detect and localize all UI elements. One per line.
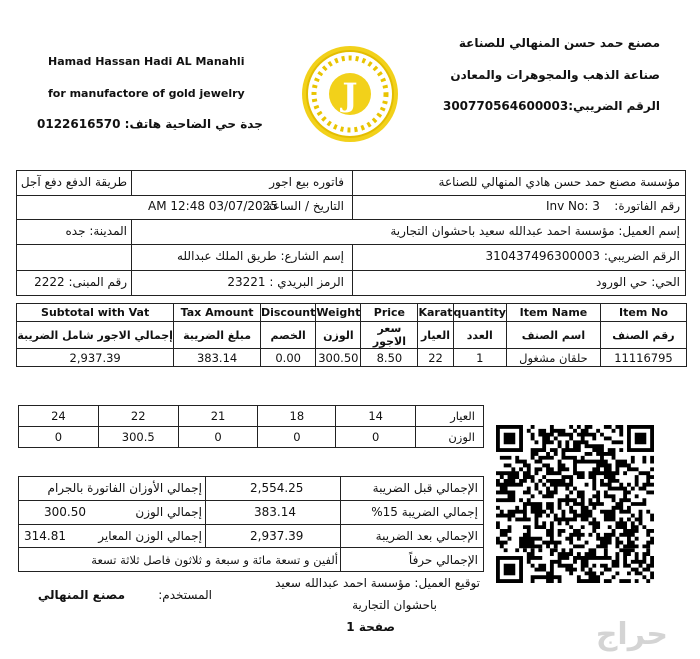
street: إسم الشارع: طريق الملك عبدالله — [177, 249, 344, 263]
invoice-no-label: رقم الفاتورة: — [614, 199, 680, 213]
page-number: صفحة 1 — [346, 620, 395, 634]
karat-weight-table — [18, 405, 484, 448]
weight-22: 300.5 — [98, 427, 178, 448]
client-signature: توقيع العميل: مؤسسة احمد عبدالله سعيد — [275, 576, 480, 590]
before-tax-value: 2,554.25 — [250, 481, 304, 495]
header-item-name-ar: اسم الصنف — [506, 322, 600, 349]
header-weight: Weight — [316, 304, 361, 322]
header-quantity-ar: العدد — [453, 322, 506, 349]
seller-name: مؤسسة مصنع حمد حسن هادي المنهالي للصناعة — [438, 175, 680, 189]
karat-label: العيار — [416, 406, 484, 427]
cell-price: 8.50 — [361, 349, 418, 367]
invoice-type: فاتوره بيع اجور — [269, 175, 344, 189]
total-words-value: ألفين و تسعة مائة و سبعة و ثلاثون فاصل ثلاثة تسعة — [91, 553, 338, 567]
cell-tax-amount: 383.14 — [174, 349, 261, 367]
company-name-en: Hamad Hassan Hadi AL Manahli — [48, 55, 245, 68]
header-tax-amount-ar: مبلغ الضريبة — [174, 322, 261, 349]
weight-label: الوزن — [416, 427, 484, 448]
company-logo — [300, 44, 400, 144]
client-tax-number: الرقم الضريبي: 310437496300003 — [485, 249, 680, 263]
items-table — [16, 303, 687, 367]
weight-18: 0 — [258, 427, 336, 448]
header-item-no: Item No — [600, 304, 686, 322]
weight-14: 0 — [336, 427, 416, 448]
header-subtotal-ar: إجمالي الاجور شامل الضريبة — [17, 322, 174, 349]
std-weight-label: إجمالي الوزن المعاير — [98, 529, 202, 543]
tax-value: 383.14 — [254, 505, 296, 519]
payment-method: طريقة الدفع دفع آجل — [20, 175, 127, 189]
cell-item-name: حلقان مشغول — [506, 349, 600, 367]
cell-karat: 22 — [418, 349, 453, 367]
before-tax-label: الإجمالي قبل الضريبة — [372, 481, 478, 495]
qr-code — [496, 425, 654, 583]
header-karat: Karat — [418, 304, 453, 322]
date-label: التاريخ / الساعة: — [262, 199, 344, 213]
cell-discount: 0.00 — [260, 349, 315, 367]
client-name: إسم العميل: مؤسسة احمد عبدالله سعيد باحشوان التجارية — [390, 224, 680, 238]
weight-24: 0 — [19, 427, 99, 448]
district: الحي: حي الورود — [596, 275, 680, 289]
weight-total-label: إجمالي الوزن — [135, 505, 202, 519]
logo-letter: J — [342, 76, 358, 114]
company-name-ar: مصنع حمد حسن المنهالي للصناعة — [458, 36, 660, 50]
karat-18: 18 — [258, 406, 336, 427]
karat-24: 24 — [19, 406, 99, 427]
total-words-label: الإجمالي حرفاً — [408, 553, 478, 567]
header-price: Price — [361, 304, 418, 322]
company-desc-en: for manufactore of gold jewelry — [48, 87, 245, 100]
weight-total-value: 300.50 — [44, 505, 86, 519]
postal-code: الرمز البريدي : 23221 — [227, 275, 344, 289]
company-phone: جدة حي الضاحية هاتف: 0122616570 — [37, 117, 263, 131]
client-signature-line2: باحشوان التجارية — [352, 598, 437, 612]
user-label: المستخدم: — [158, 588, 212, 602]
after-tax-value: 2,937.39 — [250, 529, 304, 543]
std-weight-value: 314.81 — [24, 529, 66, 543]
invoice-no-value: Inv No: 3 — [546, 199, 600, 213]
tax-label: إجمالي الضريبة 15% — [371, 505, 478, 519]
header-discount-ar: الخصم — [260, 322, 315, 349]
karat-14: 14 — [336, 406, 416, 427]
date-value: AM 12:48 03/07/2025 — [148, 199, 278, 213]
header-item-no-ar: رقم الصنف — [600, 322, 686, 349]
cell-weight: 300.50 — [316, 349, 361, 367]
karat-22: 22 — [98, 406, 178, 427]
header-discount: Discount — [260, 304, 315, 322]
user-value: مصنع المنهالي — [37, 588, 125, 602]
weights-total-label: إجمالي الأوزان الفاتورة بالجرام — [47, 481, 202, 495]
company-tax-number: الرقم الضريبي:300770564600003 — [442, 99, 660, 113]
haraj-watermark: حراج — [595, 617, 668, 652]
after-tax-label: الإجمالي بعد الضريبة — [375, 529, 478, 543]
city: المدينة: جده — [65, 224, 127, 238]
cell-subtotal: 2,937.39 — [17, 349, 174, 367]
weight-21: 0 — [178, 427, 258, 448]
table-row — [17, 349, 687, 367]
header-price-ar: سعر الاجور — [361, 322, 418, 349]
header-tax-amount: Tax Amount — [174, 304, 261, 322]
building-number: رقم المبنى: 2222 — [34, 275, 127, 289]
header-item-name: Item Name — [506, 304, 600, 322]
karat-21: 21 — [178, 406, 258, 427]
header-quantity: quantity — [453, 304, 506, 322]
header-subtotal: Subtotal with Vat — [17, 304, 174, 322]
header-weight-ar: الوزن — [316, 322, 361, 349]
header-karat-ar: العيار — [418, 322, 453, 349]
cell-quantity: 1 — [453, 349, 506, 367]
company-desc-ar: صناعة الذهب والمجوهرات والمعادن — [450, 68, 660, 82]
cell-item-no: 11116795 — [600, 349, 686, 367]
